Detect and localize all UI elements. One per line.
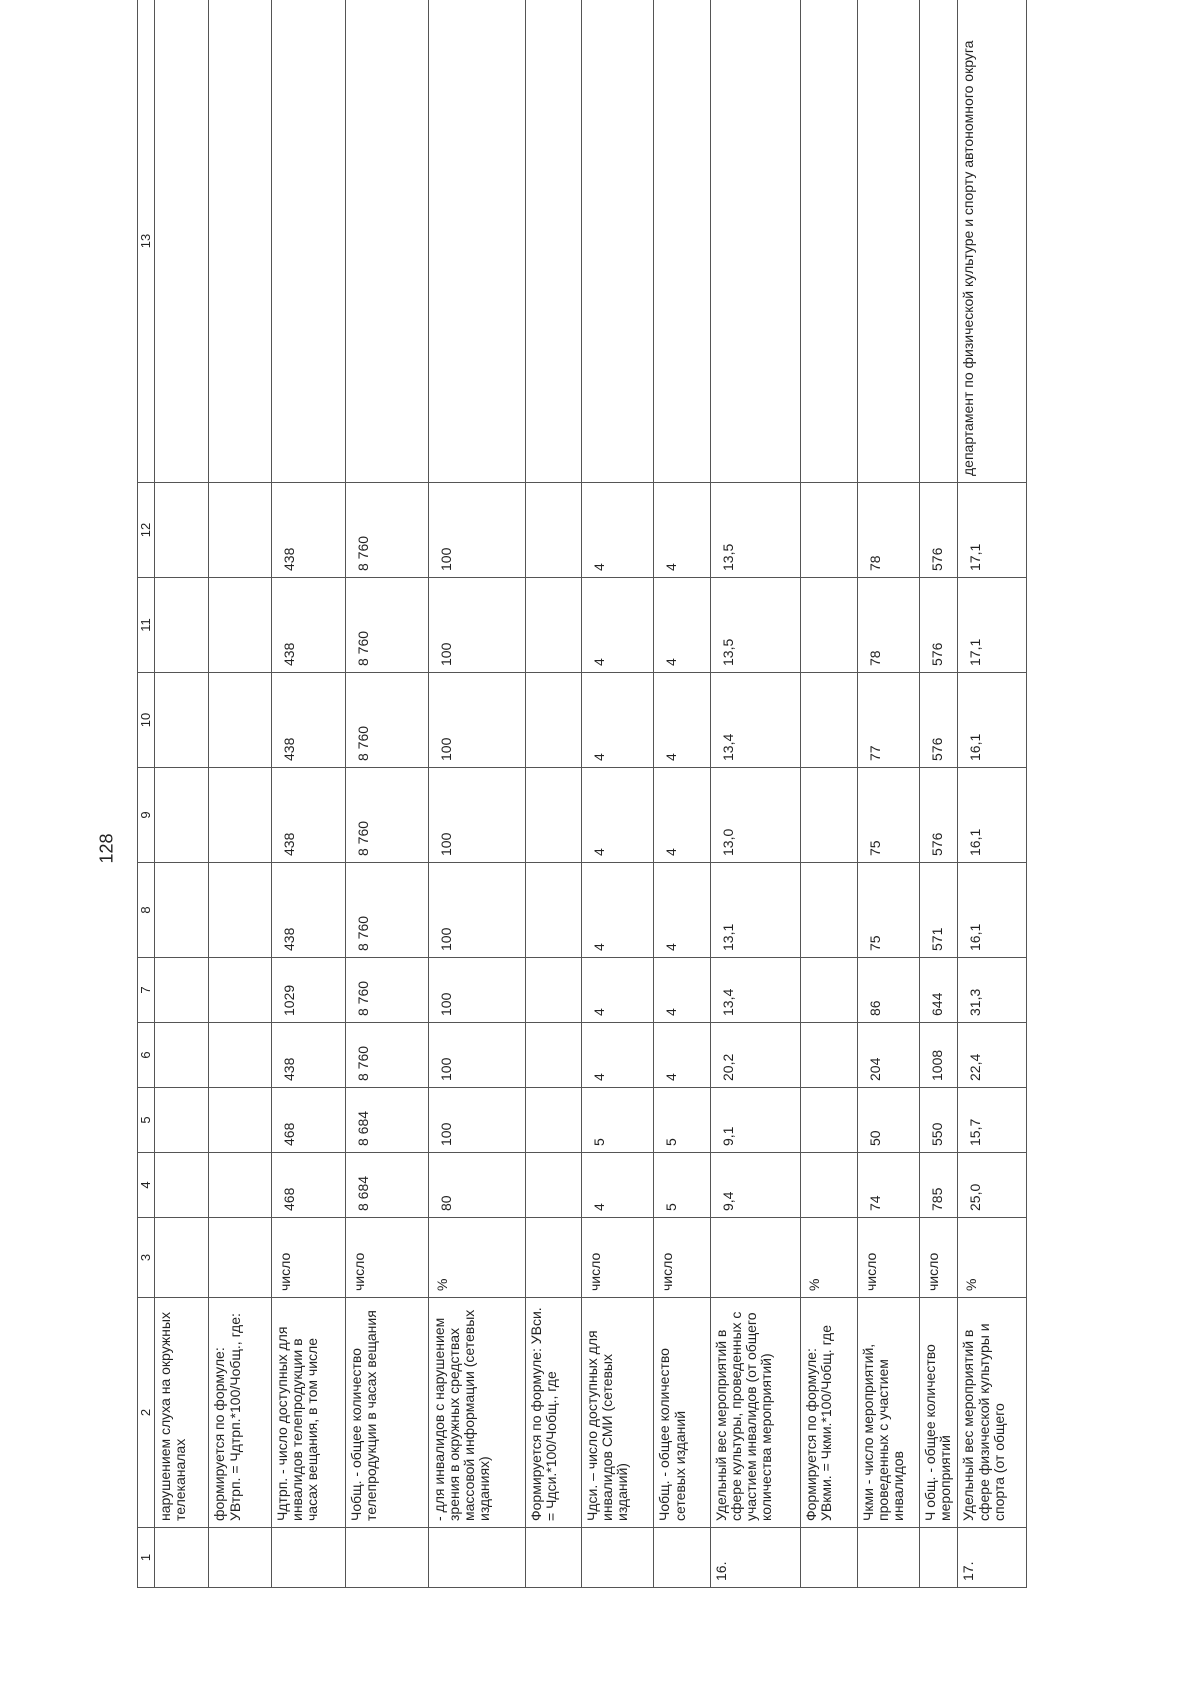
- cell-col-4: [209, 1153, 271, 1218]
- table-row: [525, 0, 581, 1588]
- cell-col-11: [525, 578, 581, 673]
- cell-col-6: [801, 1023, 857, 1088]
- cell-col-13: [346, 0, 429, 483]
- cell-col-7: 86: [857, 958, 919, 1023]
- cell-col-10: 4: [581, 673, 653, 768]
- cell-col-3: [155, 1218, 209, 1298]
- cell-col-2: Удельный вес мероприятий в сфере культуры, проведенных с участием инвалидов (от общего количества мероприятий): [710, 1298, 801, 1528]
- cell-col-5: 5: [581, 1088, 653, 1153]
- column-header-4: 4: [138, 1153, 155, 1218]
- cell-col-3: %: [801, 1218, 857, 1298]
- cell-col-13: [920, 0, 958, 483]
- cell-col-3: число: [271, 1218, 346, 1298]
- cell-col-12: 78: [857, 483, 919, 578]
- cell-col-9: 438: [271, 768, 346, 863]
- cell-col-8: 8 760: [346, 863, 429, 958]
- cell-col-9: [155, 768, 209, 863]
- cell-col-12: [525, 483, 581, 578]
- column-header-9: 9: [138, 768, 155, 863]
- cell-col-4: 25,0: [958, 1153, 1027, 1218]
- cell-col-10: 77: [857, 673, 919, 768]
- cell-col-13: [428, 0, 525, 483]
- cell-col-8: [209, 863, 271, 958]
- indicator-table: [137, 0, 1027, 1588]
- cell-col-3: число: [346, 1218, 429, 1298]
- cell-col-6: [525, 1023, 581, 1088]
- cell-col-7: 644: [920, 958, 958, 1023]
- cell-col-9: 8 760: [346, 768, 429, 863]
- column-header-1: 1: [138, 1528, 155, 1588]
- cell-col-2: Ч общ. - общее количество мероприятий: [920, 1298, 958, 1528]
- table-row: [155, 0, 209, 1588]
- cell-col-13: [581, 0, 653, 483]
- cell-col-10: 16,1: [958, 673, 1027, 768]
- cell-col-9: 4: [654, 768, 710, 863]
- cell-col-5: [155, 1088, 209, 1153]
- cell-col-3: число: [920, 1218, 958, 1298]
- cell-col-5: [525, 1088, 581, 1153]
- cell-col-8: 13,1: [710, 863, 801, 958]
- cell-col-1: [581, 1528, 653, 1588]
- table-row: [801, 0, 857, 1588]
- cell-col-7: 1029: [271, 958, 346, 1023]
- cell-col-9: [801, 768, 857, 863]
- cell-col-9: 16,1: [958, 768, 1027, 863]
- cell-col-2: формируется по формуле: УВтрп. = Чдтрп.*100/Чобщ., где:: [209, 1298, 271, 1528]
- cell-col-7: 31,3: [958, 958, 1027, 1023]
- cell-col-9: [209, 768, 271, 863]
- table-body: [155, 0, 1027, 1588]
- cell-col-1: [920, 1528, 958, 1588]
- cell-col-8: 4: [654, 863, 710, 958]
- cell-col-8: [525, 863, 581, 958]
- cell-col-7: [801, 958, 857, 1023]
- cell-col-6: 22,4: [958, 1023, 1027, 1088]
- cell-col-13: [801, 0, 857, 483]
- cell-col-1: [155, 1528, 209, 1588]
- cell-col-5: 9,1: [710, 1088, 801, 1153]
- cell-col-11: [155, 578, 209, 673]
- cell-col-4: [801, 1153, 857, 1218]
- table-header-row: [138, 0, 155, 1588]
- cell-col-11: 78: [857, 578, 919, 673]
- cell-col-1: [346, 1528, 429, 1588]
- table-row: [710, 0, 801, 1588]
- rotated-table-container: [137, 0, 1027, 1588]
- cell-col-1: 17.: [958, 1528, 1027, 1588]
- cell-col-4: 468: [271, 1153, 346, 1218]
- cell-col-5: 100: [428, 1088, 525, 1153]
- cell-col-11: 4: [581, 578, 653, 673]
- column-header-11: 11: [138, 578, 155, 673]
- cell-col-1: [271, 1528, 346, 1588]
- cell-col-1: 16.: [710, 1528, 801, 1588]
- cell-col-1: [209, 1528, 271, 1588]
- cell-col-13: [155, 0, 209, 483]
- cell-col-5: 5: [654, 1088, 710, 1153]
- cell-col-1: [428, 1528, 525, 1588]
- table-row: [346, 0, 429, 1588]
- cell-col-12: 4: [581, 483, 653, 578]
- column-header-5: 5: [138, 1088, 155, 1153]
- cell-col-10: [801, 673, 857, 768]
- cell-col-1: [525, 1528, 581, 1588]
- cell-col-4: 5: [654, 1153, 710, 1218]
- cell-col-8: 571: [920, 863, 958, 958]
- cell-col-8: 100: [428, 863, 525, 958]
- cell-col-12: 13,5: [710, 483, 801, 578]
- table-row: [581, 0, 653, 1588]
- cell-col-4: [525, 1153, 581, 1218]
- cell-col-7: 4: [581, 958, 653, 1023]
- cell-col-3: число: [581, 1218, 653, 1298]
- cell-col-11: [801, 578, 857, 673]
- column-header-10: 10: [138, 673, 155, 768]
- cell-col-13: [710, 0, 801, 483]
- cell-col-8: 438: [271, 863, 346, 958]
- table-row: [958, 0, 1027, 1588]
- cell-col-2: Чобщ. - общее количество телепродукции в часах вещания: [346, 1298, 429, 1528]
- table-row: [920, 0, 958, 1588]
- cell-col-9: 13,0: [710, 768, 801, 863]
- table-row: [654, 0, 710, 1588]
- table-row: [428, 0, 525, 1588]
- cell-col-5: 8 684: [346, 1088, 429, 1153]
- cell-col-3: %: [958, 1218, 1027, 1298]
- cell-col-10: [155, 673, 209, 768]
- cell-col-13: [209, 0, 271, 483]
- cell-col-7: 100: [428, 958, 525, 1023]
- cell-col-9: 576: [920, 768, 958, 863]
- cell-col-6: 8 760: [346, 1023, 429, 1088]
- cell-col-7: [155, 958, 209, 1023]
- table-row: [271, 0, 346, 1588]
- cell-col-7: [525, 958, 581, 1023]
- table-row: [857, 0, 919, 1588]
- cell-col-12: 8 760: [346, 483, 429, 578]
- cell-col-10: 13,4: [710, 673, 801, 768]
- cell-col-4: 4: [581, 1153, 653, 1218]
- cell-col-3: [209, 1218, 271, 1298]
- cell-col-2: - для инвалидов с нарушением зрения в окружных средствах массовой информации (сетевых изданиях): [428, 1298, 525, 1528]
- cell-col-2: Чдси. – число доступных для инвалидов СМИ (сетевых изданий): [581, 1298, 653, 1528]
- cell-col-11: 100: [428, 578, 525, 673]
- cell-col-4: 9,4: [710, 1153, 801, 1218]
- cell-col-6: 100: [428, 1023, 525, 1088]
- cell-col-5: [801, 1088, 857, 1153]
- cell-col-12: 100: [428, 483, 525, 578]
- cell-col-10: 4: [654, 673, 710, 768]
- cell-col-2: Чдтрп. - число доступных для инвалидов телепродукции в часах вещания, в том числе: [271, 1298, 346, 1528]
- cell-col-11: [209, 578, 271, 673]
- cell-col-4: 80: [428, 1153, 525, 1218]
- table-row: [209, 0, 271, 1588]
- cell-col-11: 17,1: [958, 578, 1027, 673]
- cell-col-13: департамент по физической культуре и спорту автономного округа: [958, 0, 1027, 483]
- cell-col-6: 204: [857, 1023, 919, 1088]
- cell-col-5: 468: [271, 1088, 346, 1153]
- cell-col-1: [801, 1528, 857, 1588]
- cell-col-6: [155, 1023, 209, 1088]
- cell-col-11: 438: [271, 578, 346, 673]
- cell-col-12: 576: [920, 483, 958, 578]
- cell-col-3: [710, 1218, 801, 1298]
- cell-col-5: [209, 1088, 271, 1153]
- cell-col-2: Чобщ. - общее количество сетевых изданий: [654, 1298, 710, 1528]
- cell-col-9: 100: [428, 768, 525, 863]
- cell-col-6: 4: [581, 1023, 653, 1088]
- cell-col-12: 438: [271, 483, 346, 578]
- cell-col-2: Формируется по формуле: УВси. = Чдси.*100/Чобщ., где: [525, 1298, 581, 1528]
- cell-col-4: 8 684: [346, 1153, 429, 1218]
- column-header-8: 8: [138, 863, 155, 958]
- cell-col-8: [155, 863, 209, 958]
- cell-col-11: 576: [920, 578, 958, 673]
- cell-col-10: 100: [428, 673, 525, 768]
- cell-col-10: 8 760: [346, 673, 429, 768]
- cell-col-8: 4: [581, 863, 653, 958]
- cell-col-13: [654, 0, 710, 483]
- column-header-3: 3: [138, 1218, 155, 1298]
- cell-col-9: 4: [581, 768, 653, 863]
- cell-col-8: [801, 863, 857, 958]
- column-header-7: 7: [138, 958, 155, 1023]
- cell-col-1: [654, 1528, 710, 1588]
- cell-col-8: 16,1: [958, 863, 1027, 958]
- cell-col-10: 438: [271, 673, 346, 768]
- cell-col-8: 75: [857, 863, 919, 958]
- column-header-6: 6: [138, 1023, 155, 1088]
- cell-col-13: [857, 0, 919, 483]
- cell-col-10: [209, 673, 271, 768]
- cell-col-3: [525, 1218, 581, 1298]
- cell-col-13: [271, 0, 346, 483]
- cell-col-12: [209, 483, 271, 578]
- cell-col-12: 4: [654, 483, 710, 578]
- cell-col-10: [525, 673, 581, 768]
- cell-col-5: 50: [857, 1088, 919, 1153]
- cell-col-7: 8 760: [346, 958, 429, 1023]
- cell-col-6: 4: [654, 1023, 710, 1088]
- cell-col-11: 8 760: [346, 578, 429, 673]
- cell-col-2: Удельный вес мероприятий в сфере физической культуры и спорта (от общего: [958, 1298, 1027, 1528]
- cell-col-5: 15,7: [958, 1088, 1027, 1153]
- cell-col-1: [857, 1528, 919, 1588]
- cell-col-3: %: [428, 1218, 525, 1298]
- cell-col-2: Формируется по формуле: УВкми. = Чкми.*100/Чобщ. где: [801, 1298, 857, 1528]
- column-header-12: 12: [138, 483, 155, 578]
- cell-col-9: 75: [857, 768, 919, 863]
- cell-col-4: 785: [920, 1153, 958, 1218]
- cell-col-2: Чкми - число мероприятий, проведенных с участием инвалидов: [857, 1298, 919, 1528]
- page-number: 128: [96, 833, 117, 864]
- cell-col-13: [525, 0, 581, 483]
- cell-col-6: 1008: [920, 1023, 958, 1088]
- cell-col-12: [155, 483, 209, 578]
- cell-col-4: [155, 1153, 209, 1218]
- cell-col-9: [525, 768, 581, 863]
- cell-col-7: 13,4: [710, 958, 801, 1023]
- cell-col-4: 74: [857, 1153, 919, 1218]
- cell-col-12: [801, 483, 857, 578]
- column-header-2: 2: [138, 1298, 155, 1528]
- cell-col-7: [209, 958, 271, 1023]
- cell-col-6: 20,2: [710, 1023, 801, 1088]
- column-header-13: 13: [138, 0, 155, 483]
- cell-col-3: число: [654, 1218, 710, 1298]
- cell-col-2: нарушением слуха на окружных телеканалах: [155, 1298, 209, 1528]
- cell-col-5: 550: [920, 1088, 958, 1153]
- cell-col-6: [209, 1023, 271, 1088]
- cell-col-11: 4: [654, 578, 710, 673]
- cell-col-7: 4: [654, 958, 710, 1023]
- cell-col-11: 13,5: [710, 578, 801, 673]
- cell-col-3: число: [857, 1218, 919, 1298]
- cell-col-12: 17,1: [958, 483, 1027, 578]
- cell-col-10: 576: [920, 673, 958, 768]
- cell-col-6: 438: [271, 1023, 346, 1088]
